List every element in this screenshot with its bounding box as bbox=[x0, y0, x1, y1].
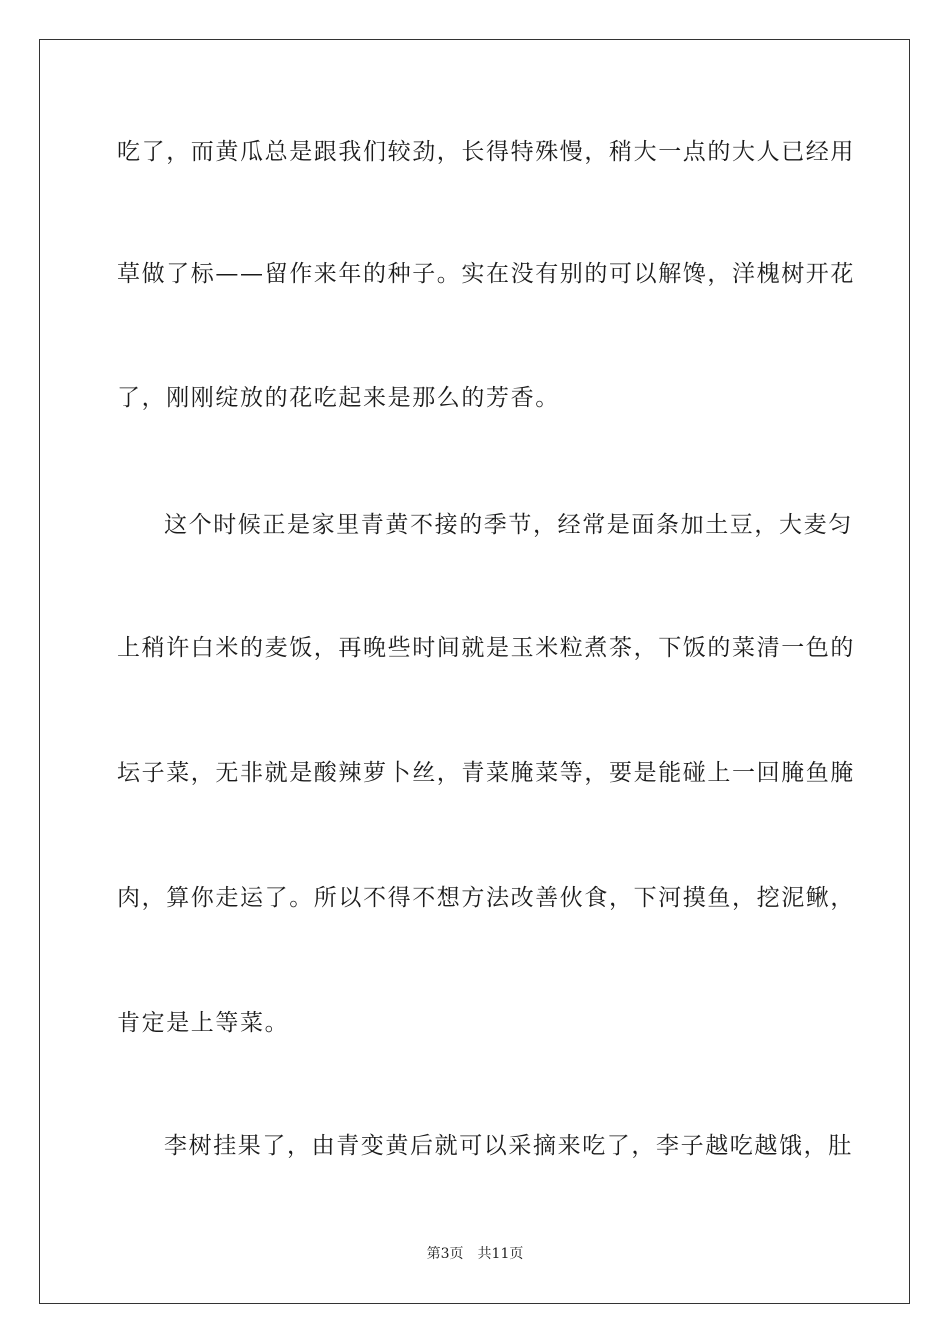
text-line-5: 上稍许白米的麦饭，再晚些时间就是玉米粒煮茶，下饭的菜清一色的 bbox=[117, 635, 855, 661]
text-line-7: 肉，算你走运了。所以不得不想方法改善伙食，下河摸鱼，挖泥鳅， bbox=[117, 885, 855, 911]
page-border bbox=[39, 39, 910, 1304]
text-line-1: 吃了，而黄瓜总是跟我们较劲，长得特殊慢，稍大一点的大人已经用 bbox=[117, 139, 855, 165]
text-line-9: 李树挂果了，由青变黄后就可以采摘来吃了，李子越吃越饿，肚 bbox=[164, 1133, 853, 1159]
text-line-8: 肯定是上等菜。 bbox=[117, 1010, 290, 1036]
page-total: 共11页 bbox=[477, 1246, 524, 1262]
text-line-3: 了，刚刚绽放的花吃起来是那么的芳香。 bbox=[117, 385, 560, 411]
text-line-6: 坛子菜，无非就是酸辣萝卜丝，青菜腌菜等，要是能碰上一回腌鱼腌 bbox=[117, 760, 855, 786]
page-number: 第3页 bbox=[426, 1246, 464, 1262]
text-line-4: 这个时候正是家里青黄不接的季节，经常是面条加土豆，大麦匀 bbox=[164, 512, 853, 538]
page-footer bbox=[0, 1245, 950, 1263]
text-line-2: 草做了标——留作来年的种子。实在没有别的可以解馋，洋槐树开花 bbox=[117, 261, 855, 287]
